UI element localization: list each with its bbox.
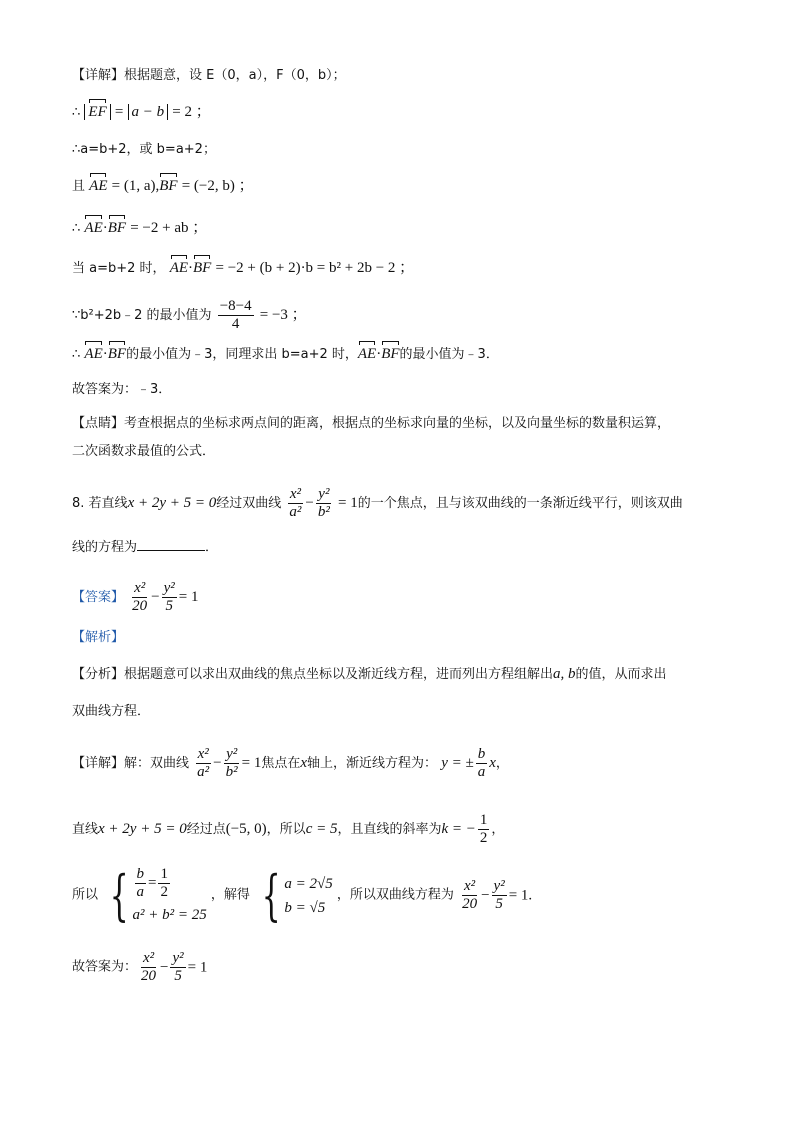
x-variable: x <box>489 755 496 771</box>
dot-product-result: = −2 + ab ； <box>130 220 208 236</box>
line-equation: x + 2y + 5 = 0 <box>98 821 187 837</box>
numerator: y² <box>172 950 184 966</box>
slope-fraction <box>478 812 490 847</box>
dot-product-line <box>72 218 207 239</box>
vector-bf: BF <box>107 220 127 236</box>
detail-text: ，解得 <box>210 887 250 903</box>
numerator: y² <box>318 486 330 502</box>
denominator: a <box>136 884 145 900</box>
slope-prefix: k = − <box>441 821 476 837</box>
ratio-ba <box>135 866 147 901</box>
case-line <box>72 258 414 279</box>
asymptote-prefix: y = ± <box>441 755 474 771</box>
result-term-x <box>460 878 479 913</box>
variables-ab: a, b <box>553 666 576 682</box>
numerator: x² <box>289 486 301 502</box>
numerator: y² <box>493 878 505 894</box>
ab-relation-line: ∴a=b+2，或 b=a+2； <box>72 142 216 157</box>
denominator: 5 <box>495 896 503 912</box>
answer-term-y <box>162 580 177 615</box>
minimum-fraction <box>218 298 254 333</box>
denominator: a <box>477 764 486 780</box>
denominator: b² <box>225 764 238 780</box>
x-variable: x <box>300 755 308 771</box>
detail-text: ，且直线的斜率为 <box>337 822 442 837</box>
equals-one: = 1 <box>241 755 262 771</box>
minimum-result: = −3 ； <box>259 307 307 323</box>
fraction-numerator: −8−4 <box>219 298 252 314</box>
final-text: 故答案为： <box>72 959 138 975</box>
solution-a: a = 2√5 <box>284 875 333 892</box>
numerator: 1 <box>479 812 488 828</box>
numerator: x² <box>464 878 476 894</box>
therefore-symbol: ∴ <box>72 347 81 362</box>
ef-distance-line <box>72 102 211 123</box>
equals: = <box>114 104 124 120</box>
therefore-symbol: ∴ <box>72 221 81 236</box>
vector-bf: BF <box>193 260 212 276</box>
equation-system <box>102 863 207 927</box>
denominator: 5 <box>174 968 182 984</box>
equals-one: = 1 <box>338 495 358 511</box>
analysis-line-1 <box>72 664 667 685</box>
denominator: b² <box>317 504 330 520</box>
analysis-sub-label: 【分析】 <box>72 667 125 682</box>
ae-coords: = (1, a), <box>111 178 160 194</box>
analysis-text: 根据题意可以求出双曲线的焦点坐标以及渐近线方程，进而列出方程组解出 <box>124 667 554 682</box>
question-text: 经过双曲线 <box>216 496 282 511</box>
conclusion-mid: 的最小值为﹣3，同理求出 b=a+2 时， <box>126 347 358 362</box>
and-text: 且 <box>72 179 86 194</box>
comment-label: 【点睛】 <box>72 416 125 431</box>
denominator: a² <box>289 504 302 520</box>
numerator: b <box>136 866 145 882</box>
comment-text: 考查根据点的坐标求两点间的距离，根据点的坐标求向量的坐标，以及向量坐标的数量积运算， <box>124 416 671 431</box>
vector-coords-line <box>72 176 254 197</box>
system-row-1 <box>133 866 207 901</box>
detail-text: 所以 <box>72 887 99 903</box>
answer-blank <box>137 536 205 551</box>
detail-label: 【详解】 <box>72 68 125 83</box>
detail-text: 轴上，渐近线方程为： <box>307 756 438 771</box>
system-row-2: a² + b² = 25 <box>132 907 207 923</box>
dot-operator: · <box>188 260 194 276</box>
denominator: 2 <box>479 830 488 846</box>
dot-operator: · <box>376 346 382 362</box>
vector-bf: BF <box>107 346 127 362</box>
equals-one: = 1 <box>178 589 199 605</box>
question-8-line-1 <box>72 486 683 521</box>
detail-text: 根据题意，设 E（0，a），F（0，b）； <box>124 68 346 83</box>
answer-term-x <box>130 580 149 615</box>
vector-bf: BF <box>159 178 178 194</box>
detail-text: 焦点在 <box>261 756 301 771</box>
vector-ae: AE <box>357 346 377 362</box>
denominator: 20 <box>141 968 157 984</box>
denominator: 2 <box>160 884 168 900</box>
minimum-prefix: ∵b²+2b﹣2 的最小值为 <box>72 308 212 323</box>
comma: ， <box>491 822 505 837</box>
left-brace: { <box>261 863 281 927</box>
detail-label: 【详解】 <box>72 756 125 771</box>
answer-row <box>72 580 199 615</box>
ef-result: = 2 ； <box>172 104 211 120</box>
numerator: y² <box>163 580 175 596</box>
final-answer-line <box>72 950 207 985</box>
final-term-x <box>139 950 158 985</box>
vector-ae: AE <box>84 220 103 236</box>
detail-text: ，所以 <box>266 822 306 837</box>
case-prefix: 当 a=b+2 时， <box>72 261 166 276</box>
hyperbola-term-y <box>316 486 332 521</box>
answer-line: 故答案为：﹣3． <box>72 382 172 397</box>
comma: ， <box>495 756 509 771</box>
conclusion-line <box>72 344 499 365</box>
denominator: 20 <box>462 896 478 912</box>
analysis-line-2: 双曲线方程． <box>72 704 151 719</box>
bf-coords: = (−2, b) ； <box>181 178 254 194</box>
minus: − <box>213 755 222 771</box>
vector-ef: EF <box>88 104 107 120</box>
denominator: 20 <box>132 598 148 614</box>
fraction-denominator: 4 <box>231 316 240 332</box>
minus: − <box>481 887 490 904</box>
vector-bf: BF <box>381 346 400 362</box>
vector-ef-abs <box>84 104 110 120</box>
equals-one: = 1 <box>187 959 208 976</box>
vector-ae: AE <box>84 346 103 362</box>
question-text: 的一个焦点，且与该双曲线的一条渐近线平行，则该双曲 <box>357 496 683 511</box>
vector-ae: AE <box>89 178 108 194</box>
abs-a-minus-b: a − b <box>128 104 169 120</box>
equals-one: = 1. <box>508 887 533 904</box>
answer-label: 【答案】 <box>72 590 125 605</box>
dot-operator: · <box>102 220 108 236</box>
comment-line-1 <box>72 414 670 434</box>
question-number: 8. <box>72 496 85 511</box>
line-equation: x + 2y + 5 = 0 <box>127 495 217 511</box>
numerator: x² <box>134 580 146 596</box>
minimum-line <box>72 298 307 333</box>
hyperbola-term-x <box>287 486 303 521</box>
numerator: b <box>477 746 486 762</box>
c-value: c = 5 <box>305 821 338 837</box>
hyperbola-term-x <box>195 746 211 781</box>
case-result: = −2 + (b + 2)·b = b² + 2b − 2 ； <box>215 260 415 276</box>
numerator: x² <box>197 746 209 762</box>
detail-text: 经过点 <box>186 822 226 837</box>
equals: = <box>148 875 157 891</box>
period: ． <box>205 540 219 555</box>
dot-operator: · <box>102 346 108 362</box>
detail-line-b <box>72 812 504 847</box>
minus: − <box>151 589 160 605</box>
numerator: 1 <box>160 866 168 882</box>
left-brace: { <box>109 863 129 927</box>
minus: − <box>160 959 169 976</box>
detail-text: 解：双曲线 <box>124 756 190 771</box>
analysis-text: 的值，从而求出 <box>575 667 667 682</box>
vector-ae: AE <box>169 260 189 276</box>
minus: − <box>305 495 314 511</box>
question-text: 线的方程为 <box>72 540 138 555</box>
point: (−5, 0) <box>225 821 267 837</box>
hyperbola-term-y <box>224 746 240 781</box>
conclusion-end: 的最小值为﹣3． <box>399 347 499 362</box>
therefore-symbol: ∴ <box>72 105 81 120</box>
question-8-line-2 <box>72 536 218 558</box>
detail-text: 直线 <box>72 822 99 837</box>
detail-line-1 <box>72 66 346 86</box>
comment-line-2: 二次函数求最值的公式． <box>72 444 216 459</box>
asymptote-slope <box>476 746 488 781</box>
detail-line-c <box>72 863 533 927</box>
question-text: 若直线 <box>88 496 128 511</box>
result-term-y <box>492 878 507 913</box>
solution-system <box>254 863 333 927</box>
solution-b: b = √5 <box>284 899 326 916</box>
half <box>158 866 170 901</box>
numerator: x² <box>142 950 155 966</box>
detail-line-a <box>72 746 509 781</box>
numerator: y² <box>226 746 238 762</box>
denominator: 5 <box>165 598 173 614</box>
analysis-label: 【解析】 <box>72 630 125 645</box>
detail-text: ，所以双曲线方程为 <box>336 887 454 903</box>
final-term-y <box>170 950 185 985</box>
denominator: a² <box>197 764 210 780</box>
